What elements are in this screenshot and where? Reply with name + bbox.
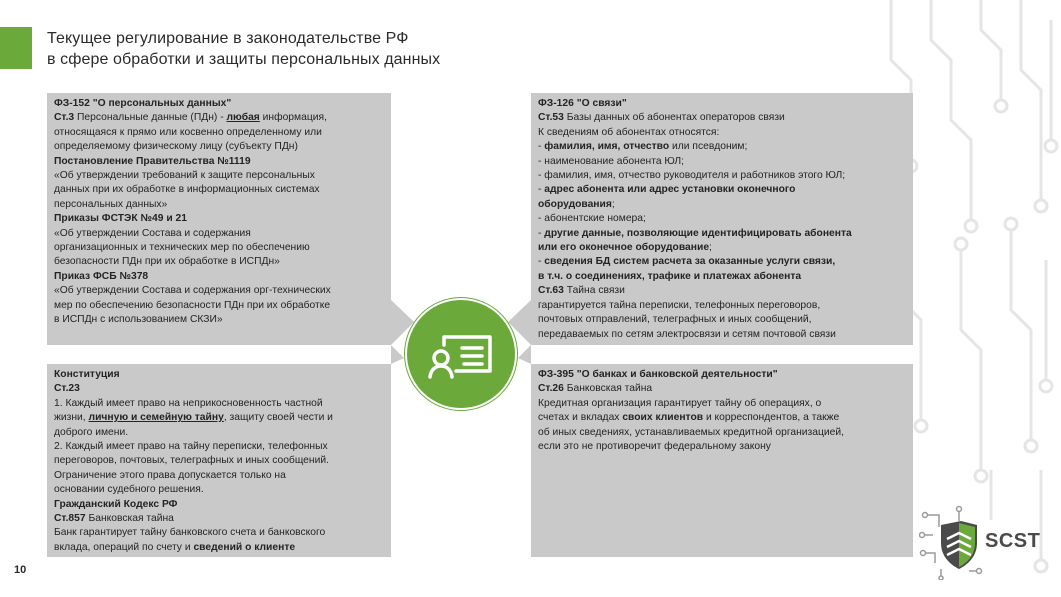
fz126-article: Ст.63 bbox=[538, 285, 564, 297]
fsb-text: в ИСПДн с использованием СКЗИ» bbox=[54, 314, 223, 326]
center-circle bbox=[404, 297, 518, 411]
fz395-article: Ст.26 bbox=[538, 383, 564, 395]
panel-constitution bbox=[47, 364, 391, 557]
fz126-article: Ст.53 bbox=[538, 112, 564, 124]
fz126-text: ; bbox=[611, 198, 615, 210]
fz126-text: - наименование абонента ЮЛ; bbox=[538, 155, 684, 167]
panel-fz126 bbox=[531, 93, 913, 345]
constitution-emphasis: личную и семейную тайну bbox=[88, 412, 224, 424]
page-number: 10 bbox=[14, 564, 27, 576]
fz126-emphasis: сведения БД систем расчета за оказанные услуги связи, bbox=[544, 256, 836, 268]
constitution-article: Ст.23 bbox=[54, 383, 80, 395]
fz126-emphasis: адрес абонента или адрес установки оконечного bbox=[544, 184, 796, 196]
logo-text: SCST bbox=[985, 530, 1041, 552]
fz152-text: Персональные данные (ПДн) - bbox=[74, 112, 227, 124]
panel-fz395 bbox=[531, 364, 913, 557]
constitution-text: 2. Каждый имеет право на тайну переписки, телефонных bbox=[54, 441, 328, 453]
fz395-title: ФЗ-395 "О банках и банковской деятельности" bbox=[538, 369, 778, 380]
constitution-text: жизни, bbox=[54, 412, 89, 424]
fz126-emphasis: или его оконечное оборудование bbox=[538, 242, 710, 254]
fz126-text: гарантируется тайна переписки, телефонных переговоров, bbox=[538, 299, 821, 311]
civil-code-text: вклада, операций по счету и bbox=[54, 541, 194, 553]
title-line-2: в сфере обработки и защиты персональных данных bbox=[47, 51, 441, 68]
constitution-text: доброго имени. bbox=[54, 426, 129, 438]
fz126-text: - bbox=[538, 184, 545, 196]
pp1119-text: «Об утверждении требований к защите персональных bbox=[54, 170, 315, 182]
fz126-text: К сведениям об абонентах относятся: bbox=[538, 126, 720, 138]
fstek-text: «Об утверждении Состава и содержания bbox=[54, 227, 251, 239]
civil-code-text: Банк гарантирует тайну банковского счета и банковского bbox=[54, 527, 326, 539]
pp1119-text: данных при их обработке в информационных системах bbox=[54, 184, 320, 196]
person-card-icon bbox=[404, 297, 518, 411]
accent-bar bbox=[0, 27, 32, 69]
fz152-text: определяемому физическому лицу (субъекту ПДн) bbox=[54, 141, 298, 153]
constitution-text: Ограничение этого права допускается только на bbox=[54, 469, 286, 481]
fz126-emphasis: оборудования bbox=[538, 198, 612, 210]
civil-code-text: Банковская тайна bbox=[85, 513, 174, 525]
fz126-text: почтовых отправлений, телеграфных и иных сообщений, bbox=[538, 314, 812, 326]
fstek-text: организационных и технических мер по обеспечению bbox=[54, 242, 310, 254]
fz126-emphasis: фамилия, имя, отчество bbox=[544, 141, 670, 153]
shield-circuit-icon bbox=[919, 505, 985, 580]
page-title bbox=[47, 28, 687, 70]
fz152-text: информация, bbox=[259, 112, 327, 124]
pp1119-text: персональных данных» bbox=[54, 198, 168, 210]
fz395-text: если это не противоречит федеральному закону bbox=[538, 441, 771, 453]
fsb-text: мер по обеспечению безопасности ПДн при их обработке bbox=[54, 299, 331, 311]
fz395-text: и корреспондентов, а также bbox=[703, 412, 840, 424]
fsb-title: Приказ ФСБ №378 bbox=[54, 270, 149, 282]
civil-code-title: Гражданский Кодекс РФ bbox=[54, 498, 178, 510]
fz126-text: передаваемых по сетям электросвязи и сетям почтовой связи bbox=[538, 328, 836, 340]
fz152-text: относящаяся к прямо или косвенно определенному или bbox=[54, 126, 322, 138]
fz395-text: об иных сведениях, устанавливаемых кредитной организацией, bbox=[538, 426, 844, 438]
fz126-emphasis: в т.ч. о соединениях, трафике и платежах абонента bbox=[538, 270, 802, 282]
civil-code-article: Ст.857 bbox=[54, 513, 86, 525]
fz126-text: - bbox=[538, 256, 545, 268]
fz126-text: - фамилия, имя, отчество руководителя и работников этого ЮЛ; bbox=[538, 170, 846, 182]
fstek-title: Приказы ФСТЭК №49 и 21 bbox=[54, 213, 187, 225]
fz126-emphasis: другие данные, позволяющие идентифицировать абонента bbox=[544, 227, 852, 239]
constitution-text: переговоров, почтовых, телеграфных и иных сообщений. bbox=[54, 455, 329, 467]
fz126-text: ; bbox=[709, 242, 712, 254]
panel-fz152 bbox=[47, 93, 391, 345]
constitution-text: основании судебного решения. bbox=[54, 484, 204, 496]
fz126-text: или псевдоним; bbox=[669, 141, 748, 153]
constitution-text: , защиту своей чести и bbox=[223, 412, 333, 424]
fz126-text: Базы данных об абонентах операторов связи bbox=[563, 112, 785, 124]
pp1119-title: Постановление Правительства №1119 bbox=[54, 155, 251, 167]
civil-code-emphasis: сведений о клиенте bbox=[193, 541, 296, 553]
fz126-text: - bbox=[538, 141, 545, 153]
fz395-text: Кредитная организация гарантирует тайну об операциях, о bbox=[538, 397, 822, 409]
constitution-text: 1. Каждый имеет право на неприкосновенность частной bbox=[54, 397, 323, 409]
fz395-text: счетах и вкладах bbox=[538, 412, 623, 424]
fz395-text: Банковская тайна bbox=[563, 383, 653, 395]
fz126-text: - абонентские номера; bbox=[538, 213, 646, 225]
fz152-emphasis: любая bbox=[226, 112, 260, 124]
fz152-title: ФЗ-152 "О персональных данных" bbox=[54, 98, 232, 109]
fstek-text: безопасности ПДн при их обработке в ИСПДн» bbox=[54, 256, 280, 268]
constitution-title: Конституция bbox=[54, 369, 120, 380]
fz126-title: ФЗ-126 "О связи" bbox=[538, 98, 627, 109]
scst-logo bbox=[919, 505, 1049, 580]
fsb-text: «Об утверждении Состава и содержания орг-технических bbox=[54, 285, 331, 297]
fz126-text: - bbox=[538, 227, 545, 239]
fz395-emphasis: своих клиентов bbox=[622, 412, 704, 424]
fz126-text: Тайна связи bbox=[563, 285, 625, 297]
title-line-1: Текущее регулирование в законодательстве РФ bbox=[47, 30, 409, 47]
fz152-article: Ст.3 bbox=[54, 112, 75, 124]
